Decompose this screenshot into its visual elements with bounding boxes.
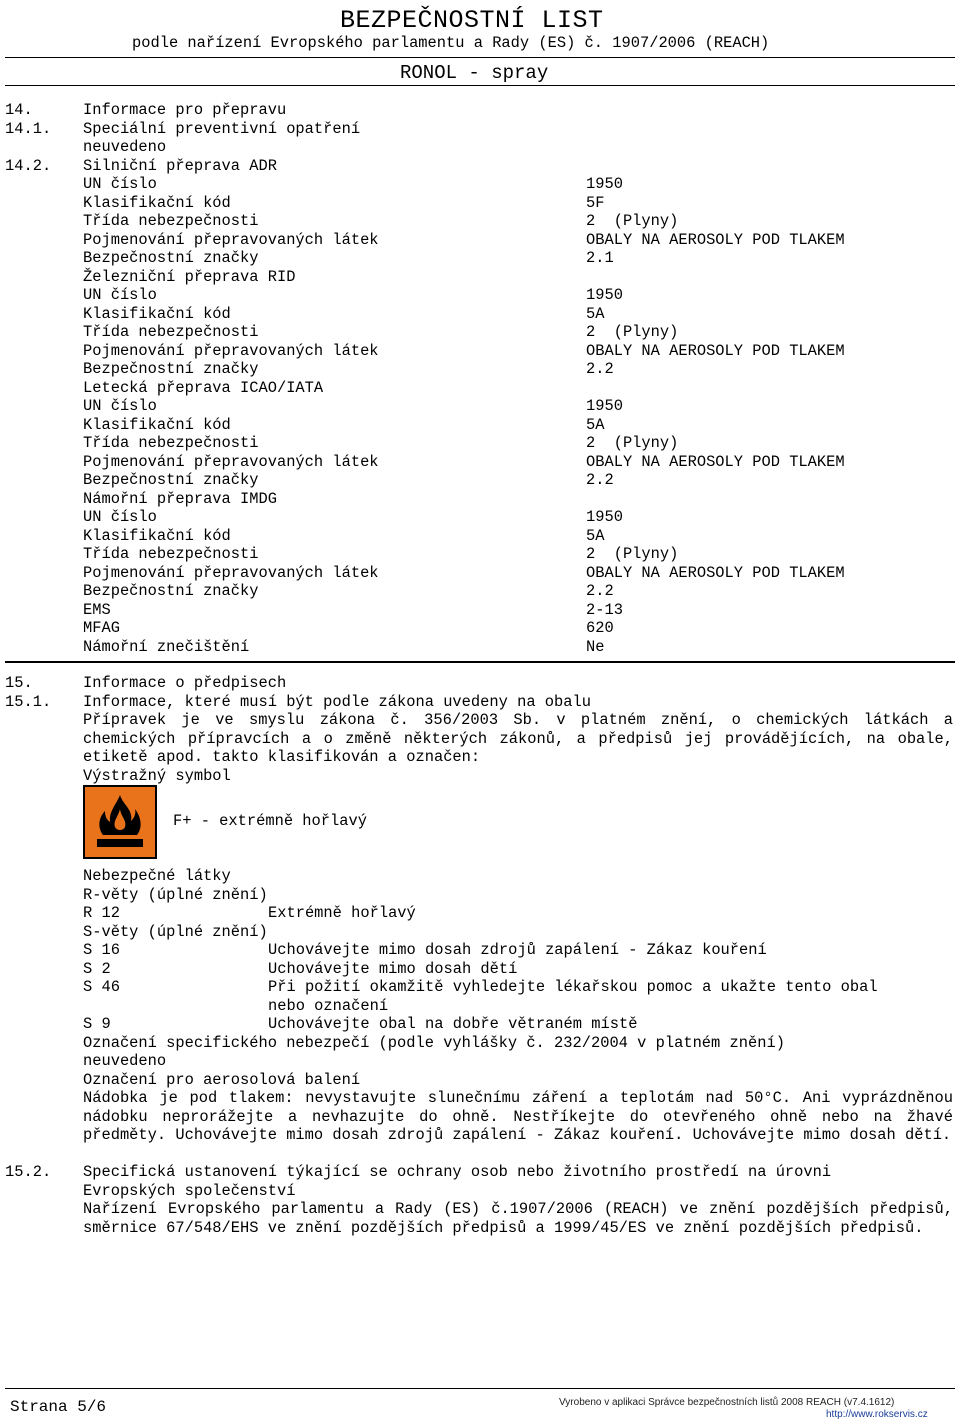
row-label: Pojmenování přepravovaných látek xyxy=(83,231,379,249)
row-label: Klasifikační kód xyxy=(83,527,231,545)
phrase-text: Uchovávejte obal na dobře větraném místě xyxy=(268,1015,638,1033)
row-value: 2 (Plyny) xyxy=(586,323,679,341)
row-value: 1950 xyxy=(586,286,623,304)
footer-link[interactable]: http://www.rokservis.cz xyxy=(826,1409,928,1420)
specific-hazard-heading: Označení specifického nebezpečí (podle vyhlášky č. 232/2004 v platném znění) xyxy=(83,1034,785,1052)
row-value: OBALY NA AEROSOLY POD TLAKEM xyxy=(586,453,845,471)
row-value: 1950 xyxy=(586,397,623,415)
generator-note: Vyrobeno v aplikaci Správce bezpečnostních listů 2008 REACH (v7.4.1612) xyxy=(559,1397,895,1408)
subsection-title: Silniční přeprava ADR xyxy=(83,157,277,175)
product-name: RONOL - spray xyxy=(400,62,549,84)
row-label: Třída nebezpečnosti xyxy=(83,323,259,341)
transport-heading: Železniční přeprava RID xyxy=(83,268,296,286)
row-label: Třída nebezpečnosti xyxy=(83,212,259,230)
row-value: 2.1 xyxy=(586,249,614,267)
row-value: 1950 xyxy=(586,508,623,526)
row-label: Bezpečnostní značky xyxy=(83,249,259,267)
product-divider xyxy=(5,85,955,86)
phrase-text-continued: nebo označení xyxy=(268,997,389,1015)
row-value: 5A xyxy=(586,305,605,323)
row-label: Třída nebezpečnosti xyxy=(83,545,259,563)
phrase-code: S 46 xyxy=(83,978,120,996)
phrase-text: Uchovávejte mimo dosah zdrojů zapálení - Zákaz kouření xyxy=(268,941,767,959)
row-label: Námořní znečištění xyxy=(83,638,250,656)
row-value: 2 (Plyny) xyxy=(586,212,679,230)
row-value: 1950 xyxy=(586,175,623,193)
row-label: Klasifikační kód xyxy=(83,194,231,212)
row-label: EMS xyxy=(83,601,111,619)
row-label: Klasifikační kód xyxy=(83,416,231,434)
row-value: 5A xyxy=(586,527,605,545)
phrase-code: S 2 xyxy=(83,960,111,978)
row-value: 5F xyxy=(586,194,605,212)
row-label: Bezpečnostní značky xyxy=(83,360,259,378)
row-label: UN číslo xyxy=(83,175,157,193)
row-value: 2 (Plyny) xyxy=(586,545,679,563)
row-label: UN číslo xyxy=(83,508,157,526)
phrase-code: S 16 xyxy=(83,941,120,959)
phrase-text: Při požití okamžitě vyhledejte lékařskou pomoc a ukažte tento obal xyxy=(268,978,878,996)
section-title: Informace o předpisech xyxy=(83,674,287,692)
row-label: UN číslo xyxy=(83,397,157,415)
r-phrases-heading: R-věty (úplné znění) xyxy=(83,886,268,904)
document-header xyxy=(0,0,960,90)
row-value: OBALY NA AEROSOLY POD TLAKEM xyxy=(586,231,845,249)
subsection-number: 14.2. xyxy=(5,157,52,175)
row-value: OBALY NA AEROSOLY POD TLAKEM xyxy=(586,342,845,360)
row-value: 2.2 xyxy=(586,471,614,489)
header-divider xyxy=(5,57,955,58)
row-label: MFAG xyxy=(83,619,120,637)
subsection-value: neuvedeno xyxy=(83,138,167,156)
symbol-label: F+ - extrémně hořlavý xyxy=(173,812,367,830)
phrase-text: Uchovávejte mimo dosah dětí xyxy=(268,960,518,978)
row-label: Klasifikační kód xyxy=(83,305,231,323)
section-number: 14. xyxy=(5,101,33,119)
row-value: 2.2 xyxy=(586,360,614,378)
regulation-paragraph: Nařízení Evropského parlamentu a Rady (ES) č.1907/2006 (REACH) ve znění pozdějších předpisů, směrnice 67/548/EHS ve znění pozdějších předpisů a 1999/45/ES ve znění pozdějších předpisů. xyxy=(83,1200,953,1237)
document-subtitle: podle nařízení Evropského parlamentu a Rady (ES) č. 1907/2006 (REACH) xyxy=(132,34,770,52)
classification-paragraph: Přípravek je ve smyslu zákona č. 356/2003 Sb. v platném znění, o chemických látkách a chemických přípravcích a o změně některých zákonů, a předpisů jej provádějících, na obale, etiketě apod. takto klasifikován a označen: xyxy=(83,711,953,766)
row-label: Třída nebezpečnosti xyxy=(83,434,259,452)
document-title: BEZPEČNOSTNÍ LIST xyxy=(340,6,604,35)
s-phrases-heading: S-věty (úplné znění) xyxy=(83,923,268,941)
row-value: 620 xyxy=(586,619,614,637)
transport-heading: Námořní přeprava IMDG xyxy=(83,490,277,508)
phrase-code: R 12 xyxy=(83,904,120,922)
subsection-number: 14.1. xyxy=(5,120,52,138)
row-label: Pojmenování přepravovaných látek xyxy=(83,453,379,471)
phrase-code: S 9 xyxy=(83,1015,111,1033)
subsection-title: Informace, které musí být podle zákona uvedeny na obalu xyxy=(83,693,591,711)
subsection-title: Speciální preventivní opatření xyxy=(83,120,361,138)
section-number: 15. xyxy=(5,674,33,692)
subsection-number: 15.2. xyxy=(5,1163,52,1181)
row-label: Bezpečnostní značky xyxy=(83,582,259,600)
aerosol-paragraph: Nádobka je pod tlakem: nevystavujte slunečnímu záření a teplotám nad 50°C. Ani vyprázdněnou nádobku neprorážejte a nevhazujte do ohně. Nestříkejte do otevřeného ohně nebo na žhavé předměty. Uchovávejte mimo dosah zdrojů zapálení - Zákaz kouření. Uchovávejte mimo dosah dětí. xyxy=(83,1089,953,1144)
row-value: 2-13 xyxy=(586,601,623,619)
subsection-title: Specifická ustanovení týkající se ochrany osob nebo životního prostředí na úrovni xyxy=(83,1163,832,1181)
subsection-number: 15.1. xyxy=(5,693,52,711)
transport-heading: Letecká přeprava ICAO/IATA xyxy=(83,379,324,397)
row-value: OBALY NA AEROSOLY POD TLAKEM xyxy=(586,564,845,582)
section-title: Informace pro přepravu xyxy=(83,101,287,119)
page-number: Strana 5/6 xyxy=(10,1398,107,1416)
row-value: 2.2 xyxy=(586,582,614,600)
row-value: Ne xyxy=(586,638,605,656)
phrase-text: Extrémně hořlavý xyxy=(268,904,416,922)
row-label: Pojmenování přepravovaných látek xyxy=(83,564,379,582)
footer-divider xyxy=(5,1388,955,1389)
row-label: Pojmenování přepravovaných látek xyxy=(83,342,379,360)
symbol-heading: Výstražný symbol xyxy=(83,767,231,785)
flame-hazard-icon xyxy=(83,785,157,859)
subsection-title-continued: Evropských společenství xyxy=(83,1182,296,1200)
row-label: Bezpečnostní značky xyxy=(83,471,259,489)
row-value: 2 (Plyny) xyxy=(586,434,679,452)
section-divider xyxy=(5,661,955,663)
hazard-substances-heading: Nebezpečné látky xyxy=(83,867,231,885)
row-label: UN číslo xyxy=(83,286,157,304)
row-value: 5A xyxy=(586,416,605,434)
aerosol-heading: Označení pro aerosolová balení xyxy=(83,1071,361,1089)
specific-hazard-value: neuvedeno xyxy=(83,1052,167,1070)
